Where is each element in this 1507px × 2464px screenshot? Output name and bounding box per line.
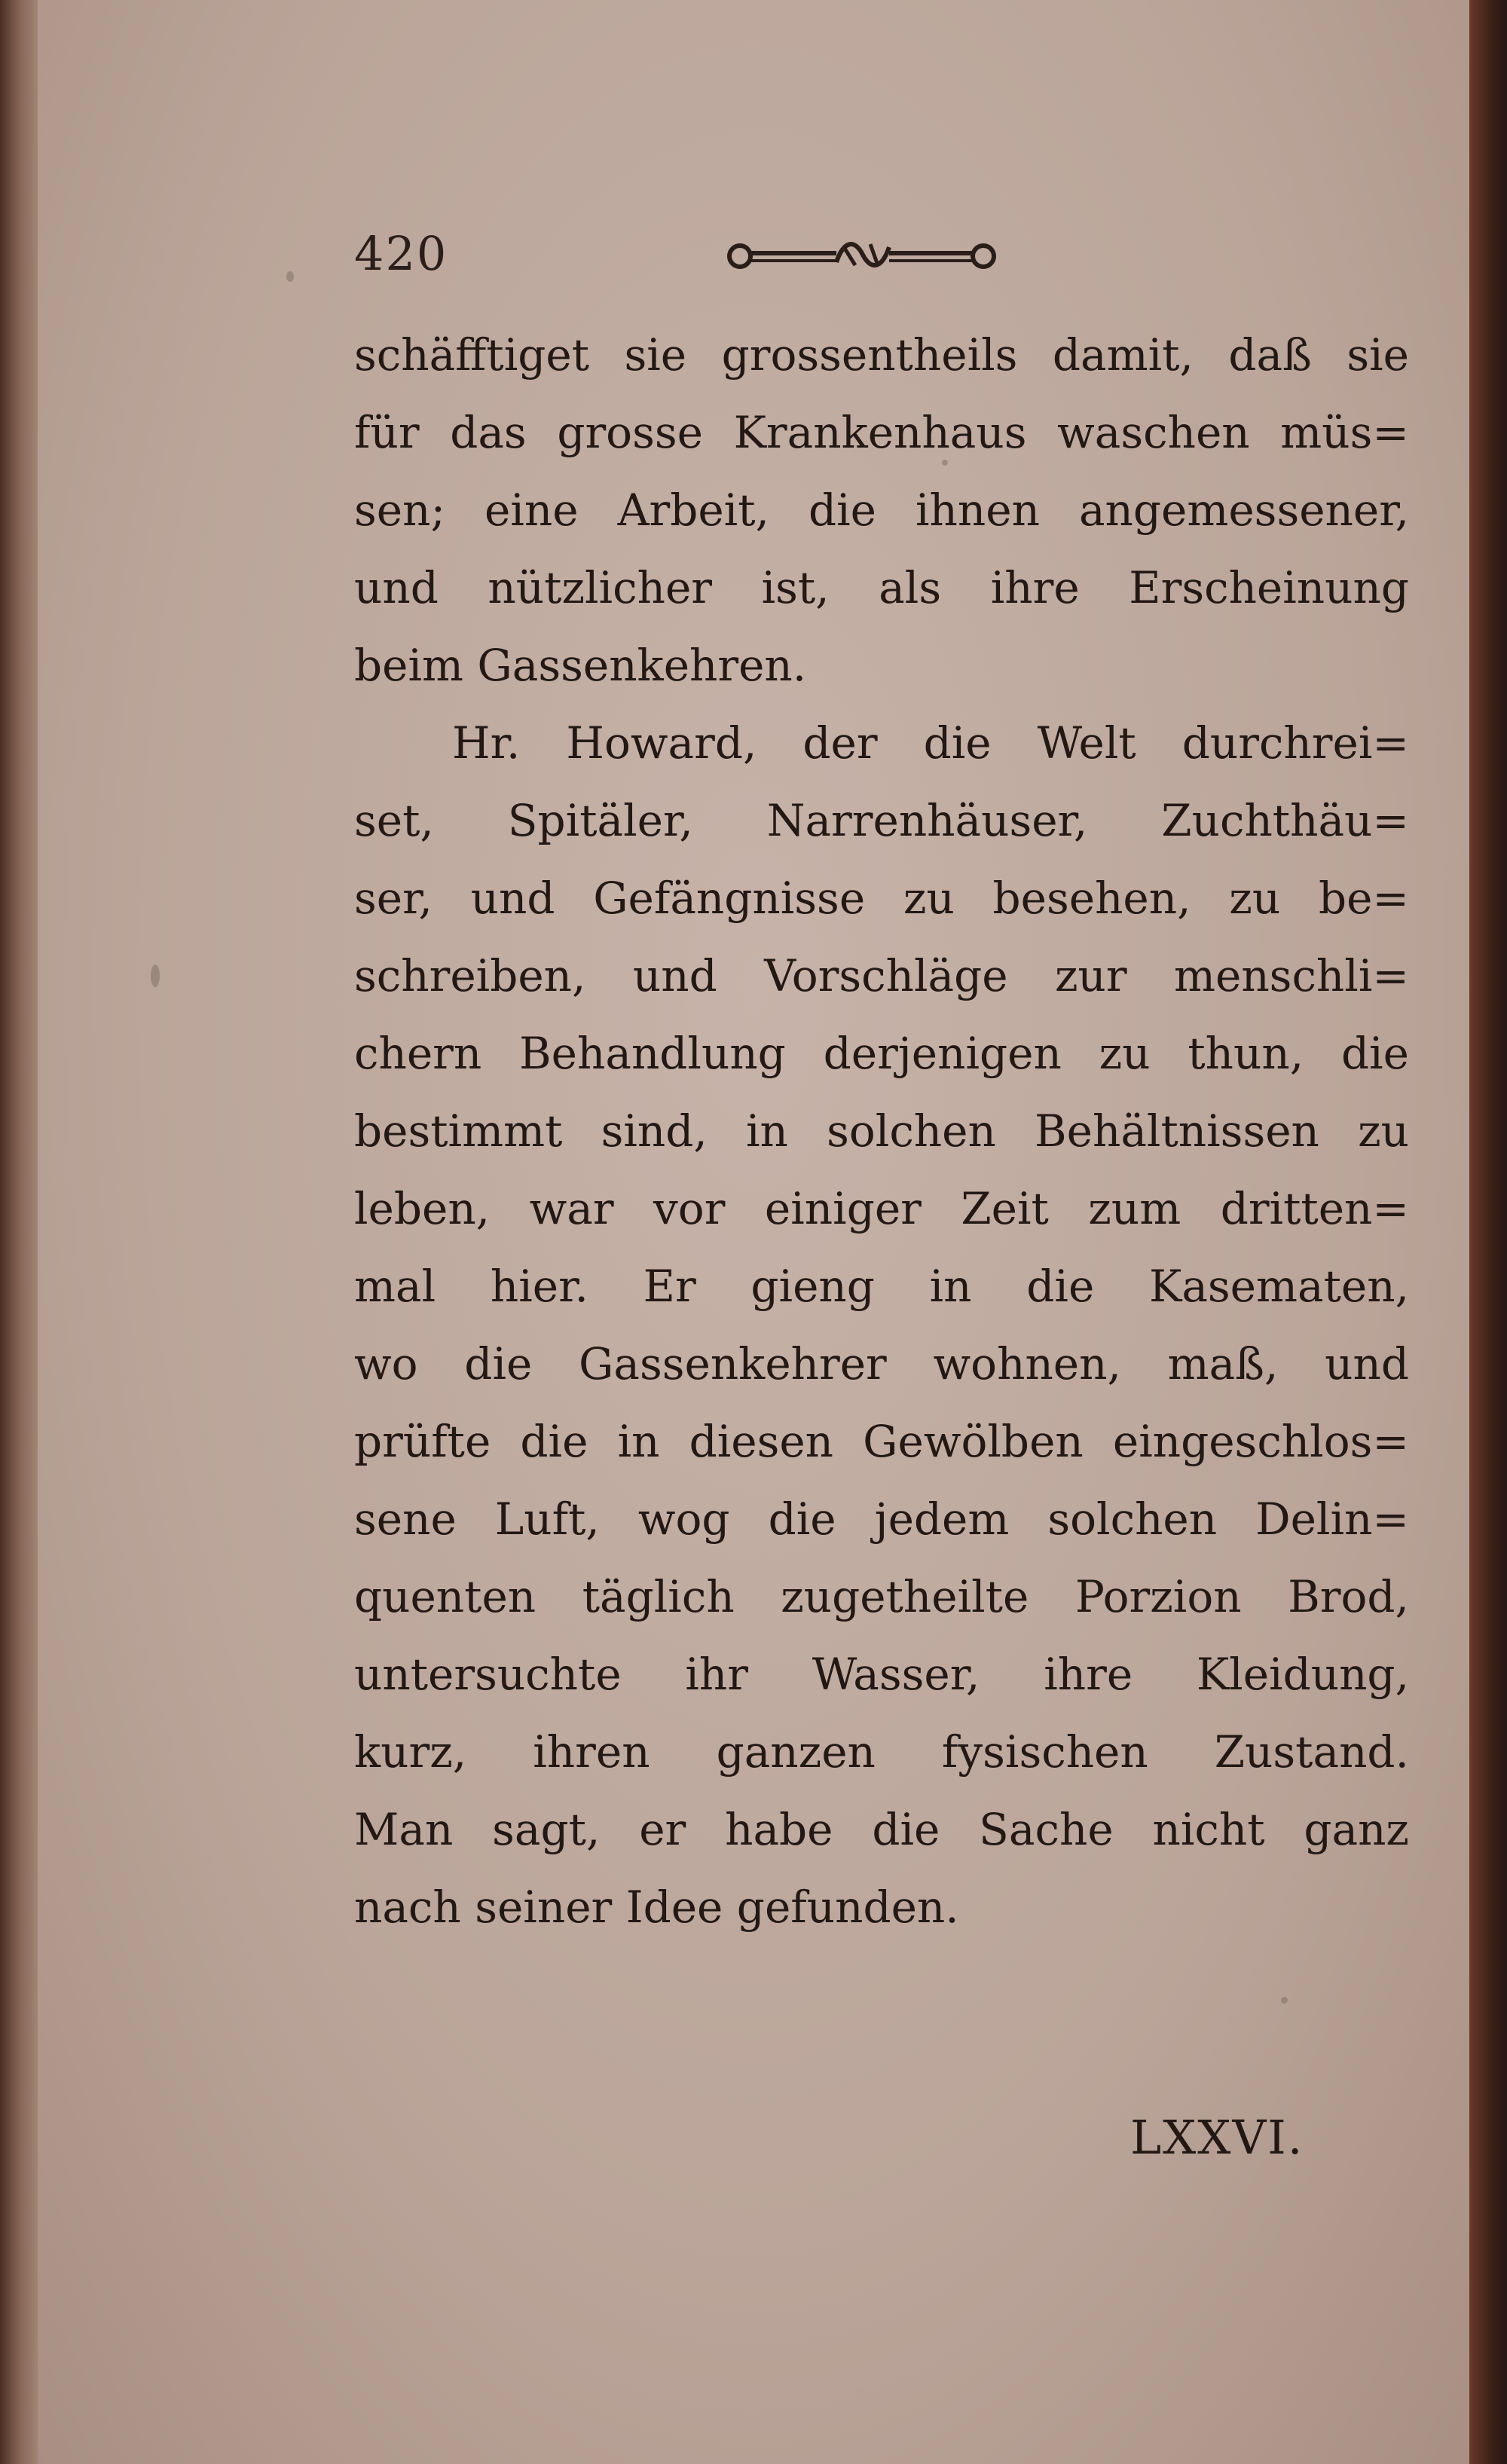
text-line: nach seiner Idee gefunden. bbox=[354, 1882, 959, 1933]
text-line: Hr. Howard, der die Welt durchrei= bbox=[452, 717, 1409, 769]
text-line: untersuchte ihr Wasser, ihre Kleidung, bbox=[354, 1649, 1409, 1700]
text-line: und nützlicher ist, als ihre Erscheinung bbox=[354, 562, 1409, 613]
text-line: bestimmt sind, in solchen Behältnissen zu bbox=[354, 1105, 1409, 1157]
body-text bbox=[354, 316, 1409, 1946]
book-edge-right bbox=[1469, 0, 1507, 2464]
text-line: schreiben, und Vorschläge zur menschli= bbox=[354, 950, 1409, 1001]
decorative-rule-ornament-icon bbox=[723, 232, 1002, 277]
text-line: wo die Gassenkehrer wohnen, maß, und bbox=[354, 1338, 1409, 1389]
paper-speck bbox=[151, 965, 160, 987]
paper-speck bbox=[1281, 1997, 1288, 2004]
paper-speck bbox=[286, 271, 294, 282]
text-line: kurz, ihren ganzen fysischen Zustand. bbox=[354, 1726, 1409, 1778]
text-line: sen; eine Arbeit, die ihnen angemessener, bbox=[354, 485, 1409, 536]
text-line: quenten täglich zugetheilte Porzion Brod, bbox=[354, 1571, 1409, 1622]
text-line: set, Spitäler, Narrenhäuser, Zuchthäu= bbox=[354, 795, 1409, 846]
text-line: ser, und Gefängnisse zu besehen, zu be= bbox=[354, 873, 1409, 924]
text-line: chern Behandlung derjenigen zu thun, die bbox=[354, 1028, 1409, 1079]
text-line: beim Gassenkehren. bbox=[354, 640, 807, 691]
page-header bbox=[354, 226, 1409, 301]
text-line: Man sagt, er habe die Sache nicht ganz bbox=[354, 1804, 1409, 1855]
page-number: 420 bbox=[354, 226, 448, 281]
text-line: leben, war vor einiger Zeit zum dritten= bbox=[354, 1183, 1409, 1234]
text-line: mal hier. Er gieng in die Kasematen, bbox=[354, 1261, 1409, 1312]
text-line: prüfte die in diesen Gewölben eingeschlos= bbox=[354, 1416, 1409, 1467]
text-line: für das grosse Krankenhaus waschen müs= bbox=[354, 407, 1409, 458]
catchword: LXXVI. bbox=[1130, 2110, 1304, 2165]
text-line: sene Luft, wog die jedem solchen Delin= bbox=[354, 1493, 1409, 1545]
text-line: schäfftiget sie grossentheils damit, daß sie bbox=[354, 329, 1409, 381]
